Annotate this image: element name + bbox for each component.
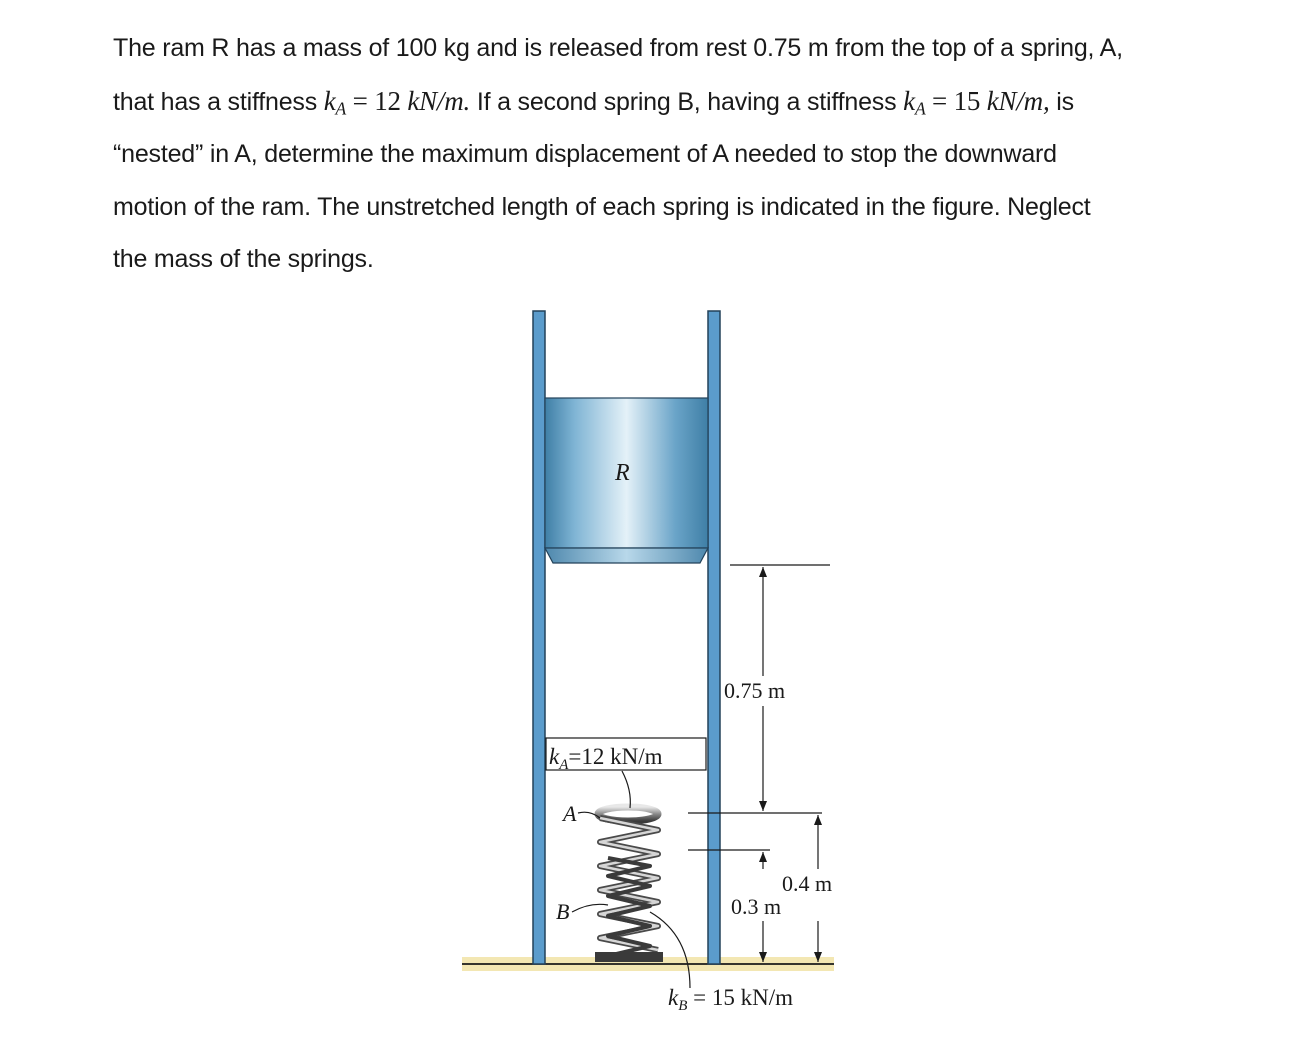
problem-line-4: motion of the ram. The unstretched length of each spring is indicated in the figure. Neglect	[113, 192, 1091, 221]
right-guide-rail	[708, 311, 720, 964]
spring-b-length-arrow-top	[759, 852, 767, 862]
math-ka-15: $k_A = 15$ kN/m,	[903, 85, 1050, 118]
spring-b-stiffness-label: $k_B = 15$ kN/m	[668, 985, 794, 1014]
drop-height-arrow-top	[759, 567, 767, 577]
ram-label: R	[615, 460, 630, 486]
problem-line-2-post: is	[1049, 87, 1074, 116]
drop-height-arrow-bottom	[759, 801, 767, 811]
spring-a-label: A	[563, 801, 577, 826]
spring-b-length-label: 0.3 m	[731, 894, 782, 919]
math-ka-12: $k_A = 12$ kN/m.	[323, 85, 471, 118]
spring-a-length-label: 0.4 m	[782, 871, 833, 896]
spring-b-label: B	[556, 899, 570, 924]
spring-a-length-arrow-top	[814, 815, 822, 825]
ram-base	[545, 548, 708, 563]
spring-a	[598, 807, 658, 950]
spring-a-stiffness-label: $k_A=12$ kN/m	[549, 744, 663, 773]
problem-line-1: The ram R has a mass of 100 kg and is released from rest 0.75 m from the top of a spring, A,	[113, 34, 1123, 62]
problem-line-2-pre: that has a stiffness	[113, 87, 324, 116]
drop-height-label: 0.75 m	[724, 678, 786, 703]
spring-base	[595, 952, 663, 962]
problem-line-2-mid: If a second spring B, having a stiffness	[470, 87, 904, 116]
problem-line-3: “nested” in A, determine the maximum displacement of A needed to stop the downward	[113, 140, 1057, 168]
spring-a-stiffness-leader	[622, 771, 630, 808]
left-guide-rail	[533, 311, 545, 964]
problem-line-5: the mass of the springs.	[113, 245, 374, 273]
